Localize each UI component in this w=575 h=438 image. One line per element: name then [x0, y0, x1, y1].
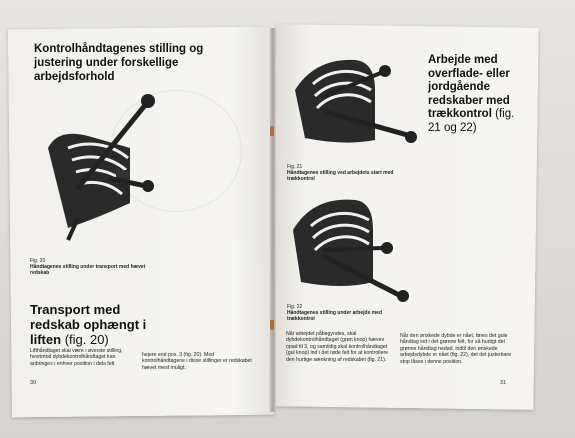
- left-page-heading: Kontrolhåndtagenes stilling og justering under forskellige arbejdsforhold: [34, 43, 204, 83]
- figure-22-caption: [287, 304, 407, 322]
- figure-22-control-quadrant: [283, 190, 423, 300]
- right-page-heading-ref: (fig. 21 og 22): [428, 108, 515, 134]
- left-page-number: 30: [30, 380, 37, 386]
- figure-20-control-quadrant: [38, 88, 168, 248]
- figure-21-number: Fig. 21: [287, 164, 303, 170]
- figure-20-text: Håndtagenes stilling under transport med hævet redskab: [30, 264, 146, 276]
- left-section-ref: (fig. 20): [64, 332, 109, 347]
- figure-21-control-quadrant: [285, 50, 415, 160]
- figure-21-caption: [287, 164, 407, 182]
- right-page-heading: Arbejde med overflade- eller jordgående redskaber med trækkontrol: [428, 54, 510, 120]
- figure-21-text: Håndtagenes stilling ved arbejdets start med trækkontrol: [287, 170, 394, 182]
- figure-20-number: Fig. 20: [30, 258, 46, 264]
- staple-top: [270, 126, 274, 136]
- staple-bottom: [270, 320, 274, 330]
- left-column-2-text: hejere end pos. 3 (fig. 20). Med kontrolhåndtagene i disse stillinger er redskabet hævet mest muligt.: [142, 352, 252, 371]
- right-page-heading-block: [428, 54, 524, 135]
- booklet-spine: [270, 28, 276, 412]
- right-column-1-text: Når arbejdet påbegyndes, skal dybdekontrolhåndtaget (grøn knop) hæves opad til 3, og samtidig skal kontrolhåndtaget (gul knop) ind i det røde felt for at kontrollere den hurtige sænkning af redskabet (fig. 21).: [286, 331, 389, 363]
- figure-20-caption: [30, 258, 150, 276]
- right-page-number: 31: [500, 380, 507, 386]
- figure-22-text: Håndtagenes stilling under arbejde med trækkontrol: [287, 310, 383, 322]
- left-section-heading: [30, 302, 160, 347]
- left-section-title: Transport med redskab ophængt i liften: [30, 302, 147, 347]
- left-column-1-text: Lifthåndtaget skal være i øverste stilling, hvorimod dybdekontrolhåndtaget kan anbringes i enhver position i dets felt: [30, 348, 123, 367]
- right-column-2-text: Når den ønskede dybde er nået, føres det gule håndtag ind i det grønne felt, for så hurtigt det grønne håndtag nedad, indtil den ønskede arbejdsdybde er nået (fig. 22), det det justerbare stop låses i denne position.: [400, 333, 512, 365]
- figure-22-number: Fig. 22: [287, 304, 303, 310]
